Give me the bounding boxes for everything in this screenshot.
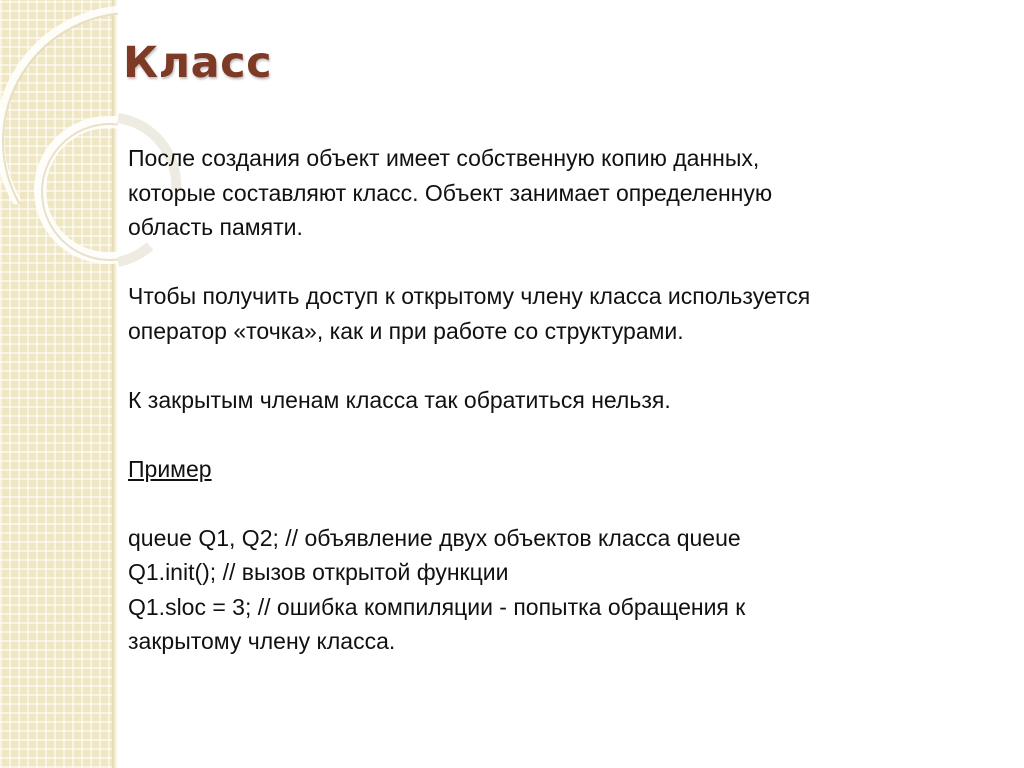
example-heading-text: Пример [128,455,212,482]
slide-body [128,141,998,659]
slide-title: Класс [123,38,273,88]
paragraph-line: область памяти. [128,214,303,240]
example-heading [128,452,998,487]
paragraph-line: которые составляют класс. Объект занимает определенную [128,179,773,206]
paragraph-line: После создания объект имеет собственную копию данных, [128,145,760,171]
paragraph-line: К закрытым членам класса так обратиться нельзя. [128,386,671,413]
code-line: Q1.sloc = 3; // ошибка компиляции - попытка обращения к [128,593,746,620]
code-line: Q1.init(); // вызов открытой функции [128,559,509,585]
paragraph-line: оператор «точка», как и при работе со структурами. [128,317,684,344]
code-line: закрытому члену класса. [128,628,396,654]
code-line: queue Q1, Q2; // объявление двух объектов класса queue [128,524,741,551]
paragraph-line: Чтобы получить доступ к открытому члену класса используется [128,283,811,309]
